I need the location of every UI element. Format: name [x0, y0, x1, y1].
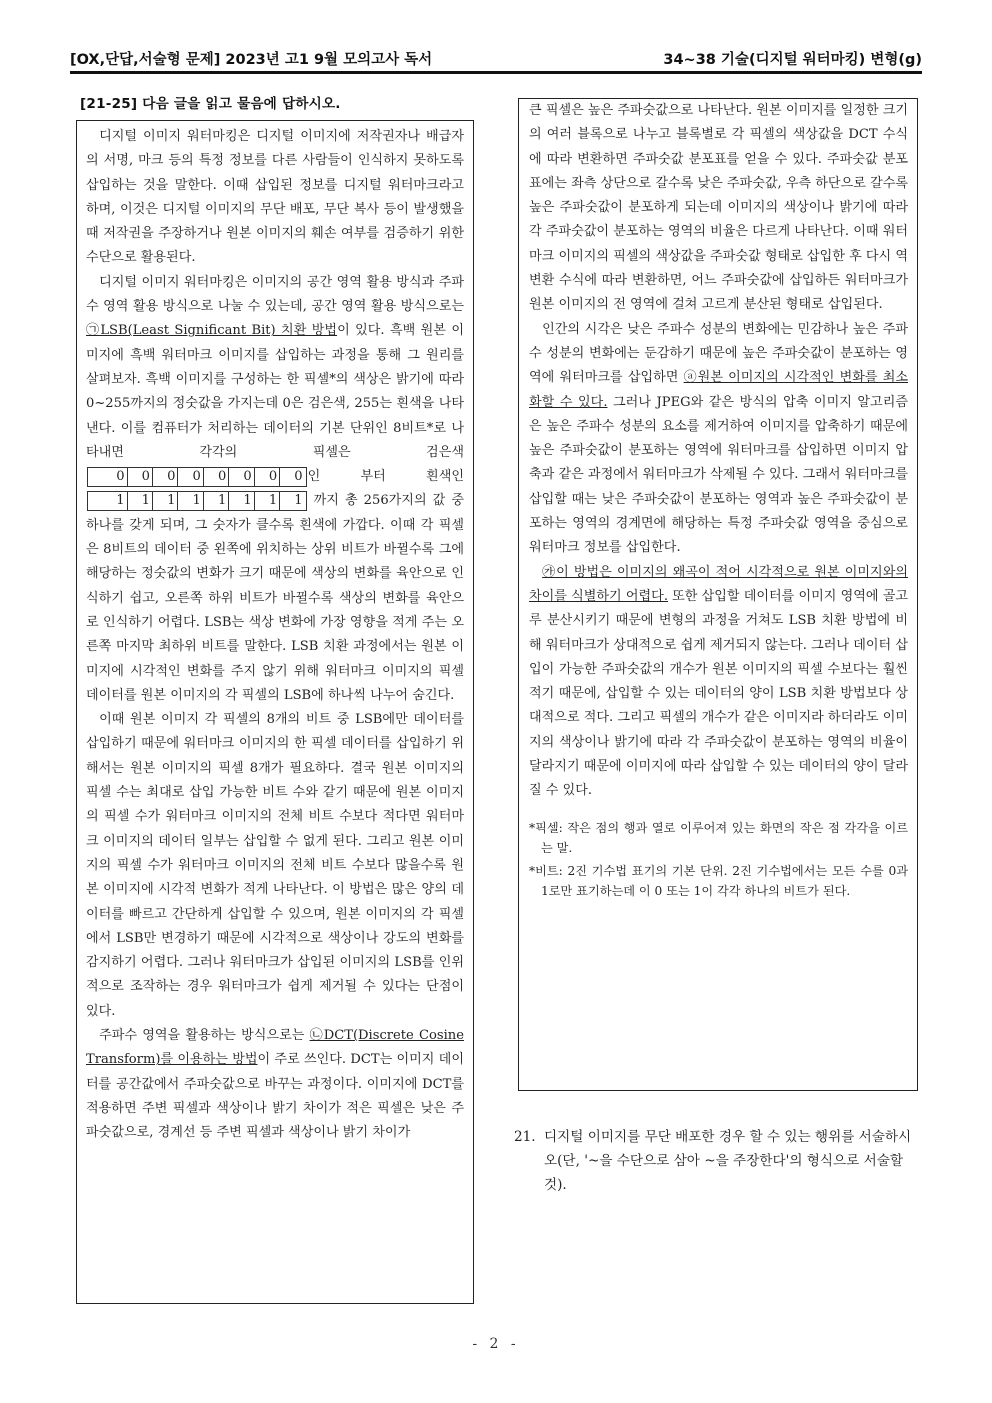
- header-left-title: [OX,단답,서술형 문제] 2023년 고1 9월 모의고사 독서: [70, 52, 433, 68]
- bit-cell: 1: [279, 492, 304, 510]
- page-number: - 2 -: [472, 1336, 520, 1352]
- bit-cell: 1: [228, 492, 253, 510]
- passage-paragraph-6: [529, 318, 908, 561]
- passage-text: 그러나 JPEG와 같은 방식의 압축 이미지 알고리즘은 높은 주파수 성분의 요소를 제거하여 이미지를 압축하기 때문에 높은 주파숫값이 분포하는 영역에 워터마크를 삽입하면 이미지 압축과 같은 과정에서 워터마크가 삭제될 수 있다. 그래서 워터마크를 삽입할 때는 낮은 주파숫값이 분포하는 영역과 높은 주파숫값이 분포하는 영역의 경계면에 해당하는 특정 주파숫값 영역을 중심으로 워터마크 정보를 삽입한다.: [529, 394, 908, 556]
- underlined-phrase-ga: ㉮이 방법은 이미지의 왜곡이 적어 시각적으로 원본 이미지와의 차이를 식별하기 어렵다.: [529, 564, 908, 604]
- passage-text: 이 주로 쓰인다. DCT는 이미지 데이터를 공간값에서 주파숫값으로 바꾸는 과정이다. 이미지에 DCT를 적용하면 주변 픽셀과 색상이나 밝기 차이가 적은 픽셀은 낮은 주파숫값으로, 경계선 등 주변 픽셀과 색상이나 밝기 차이가: [86, 1052, 464, 1141]
- passage-paragraph-5: 큰 픽셀은 높은 주파숫값으로 나타난다. 원본 이미지를 일정한 크기의 여러 블록으로 나누고 블록별로 각 픽셀의 색상값을 DCT 수식에 따라 변환하면 주파숫값 분포표를 얻을 수 있다. 주파숫값 분포표에는 좌측 상단으로 갈수록 낮은 주파숫값, 우측 하단으로 갈수록 높은 주파숫값이 분포하게 되는데 이미지의 색상이나 밝기에 따라 각 주파숫값이 분포하는 영역의 비율은 다르게 나타난다. 이때 워터마크 이미지의 픽셀의 색상값을 주파숫값 형태로 삽입한 후 다시 역변환 수식에 따라 변환하면, 어느 주파숫값에 삽입하든 워터마크가 원본 이미지의 전 영역에 걸쳐 고르게 분산된 형태로 삽입된다.: [529, 103, 908, 313]
- passage-paragraph-3: 이때 원본 이미지 각 픽셀의 8개의 비트 중 LSB에만 데이터를 삽입하기 때문에 워터마크 이미지의 한 픽셀 데이터를 삽입하기 위해서는 원본 이미지의 픽셀 8개가 필요하다. 결국 원본 이미지의 픽셀 수는 최대로 삽입 가능한 비트 수와 같기 때문에 원본 이미지의 픽셀 수가 워터마크 이미지의 전체 비트 수보다 적다면 워터마크 이미지의 데이터 일부는 삽입할 수 없게 된다. 그리고 원본 이미지의 픽셀 수가 워터마크 이미지의 전체 비트 수보다 많을수록 원본 이미지에 시각적 변화가 적게 나타난다. 이 방법은 많은 양의 데이터를 빠르고 간단하게 삽입할 수 있으며, 원본 이미지의 각 픽셀에서 LSB만 변경하기 때문에 시각적으로 색상이나 강도의 변화를 감지하기 어렵다. 그러나 워터마크가 삽입된 이미지의 LSB를 인위적으로 조작하는 경우 워터마크가 쉽게 제거될 수 있다는 단점이 있다.: [86, 712, 464, 1019]
- passage-text: 인간의 시각은 낮은 주파수 성분의 변화에는 민감하나 높은 주파수 성분의 변화에는 둔감하기 때문에 높은 주파숫값이 분포하는 영역에 워터마크를 삽입하면: [529, 321, 908, 386]
- bit-cell: 0: [254, 468, 279, 486]
- bit-cell: 1: [203, 492, 228, 510]
- bit-cell: 0: [127, 468, 152, 486]
- footnote-bit: *비트: 2진 기수법 표기의 기본 단위. 2진 기수법에서는 모든 수를 0과 1로만 표기하는데 이 0 또는 1이 각각 하나의 비트가 된다.: [529, 863, 908, 899]
- passage-text: 디지털 이미지 워터마킹은 이미지의 공간 영역 활용 방식과 주파수 영역 활용 방식으로 나눌 수 있는데, 공간 영역 활용 방식으로는: [86, 274, 464, 315]
- bit-box-black: [87, 467, 307, 487]
- bit-cell: 1: [254, 492, 279, 510]
- underlined-phrase-a: ⓐ원본 이미지의 시각적인 변화를 최소화할 수 있다.: [529, 370, 908, 410]
- bit-cell: 0: [177, 468, 202, 486]
- footnote-pixel: *픽셀: 작은 점의 행과 열로 이루어져 있는 화면의 작은 점 각각을 이르는 말.: [529, 820, 908, 856]
- passage-paragraph-2: [86, 271, 464, 708]
- bit-cell: 0: [203, 468, 228, 486]
- bit-cell: 0: [116, 469, 126, 485]
- question-number: 21.: [514, 1129, 536, 1145]
- bit-cell: 1: [127, 492, 152, 510]
- header-right-title: 34~38 기술(디지털 워터마킹) 변형(g): [663, 52, 922, 68]
- passage-text: 이 있다. 흑백 원본 이미지에 흑백 워터마크 이미지를 삽입하는 과정을 통해 그 원리를 살펴보자. 흑백 이미지를 구성하는 한 픽셀*의 색상은 밝기에 따라 0~255까지의 정숫값을 가지는데 0은 검은색, 255는 흰색을 나타낸다. 이를 컴퓨터가 처리하는 데이터의 기본 단위인 8비트*로 나타내면 각각의 픽셀은 검은색: [86, 323, 465, 460]
- header-rule: [70, 71, 922, 74]
- underlined-term-lsb: ㉠LSB(Least Significant Bit) 치환 방법: [86, 323, 338, 339]
- passage-text: 까지 총 256가지의 값 중 하나를 갖게 되며, 그 숫자가 클수록 흰색에 가깝다. 이때 각 픽셀은 8비트의 데이터 중 왼쪽에 위치하는 상위 비트가 바뀔수록 그에 해당하는 정숫값의 변화가 크기 때문에 색상의 변화를 육안으로 인식하기 쉽고, 오른쪽 하위 비트가 바뀔수록 색상의 변화를 육안으로 인식하기 어렵다. LSB는 색상 변화에 가장 영향을 적게 주는 오른쪽 마지막 최하위 비트를 말한다. LSB 치환 과정에서는 원본 이미지에 시각적인 변화를 주지 않기 위해 워터마크 이미지의 픽셀 데이터를 원본 이미지의 각 픽셀의 LSB에 하나씩 나누어 숨긴다.: [86, 493, 464, 703]
- bit-cell: 1: [116, 493, 126, 509]
- bit-cell: 1: [152, 492, 177, 510]
- bit-cell: 0: [152, 468, 177, 486]
- underlined-term-dct: ㉡DCT(Discrete Cosine Transform)를 이용하는 방법: [86, 1027, 464, 1068]
- passage-paragraph-7: [529, 561, 908, 804]
- bit-cell: 0: [228, 468, 253, 486]
- passage-paragraph-4: [86, 1024, 464, 1145]
- question-range-heading: [21-25] 다음 글을 읽고 물음에 답하시오.: [80, 96, 341, 112]
- bit-cell: 1: [177, 492, 202, 510]
- footnotes: [529, 818, 908, 902]
- passage-text: 인 부터 흰색인: [307, 469, 464, 485]
- page-header: [70, 44, 922, 74]
- question-text: 디지털 이미지를 무단 배포한 경우 할 수 있는 행위를 서술하시오(단, '~을 수단으로 삼아 ~을 주장한다'의 형식으로 서술할 것).: [544, 1129, 912, 1193]
- passage-paragraph-1: 디지털 이미지 워터마킹은 디지털 이미지에 저작권자나 배급자의 서명, 마크 등의 특정 정보를 다른 사람들이 인식하지 못하도록 삽입하는 것을 말한다. 이때 삽입된 정보를 디지털 워터마크라고 하며, 이것은 디지털 이미지의 무단 배포, 무단 복사 등이 발생했을 때 저작권을 주장하거나 원본 이미지의 훼손 여부를 검증하기 위한 수단으로 활용된다.: [86, 129, 464, 266]
- bit-box-white: [87, 491, 307, 511]
- question-21: [514, 1125, 922, 1197]
- passage-text: 주파수 영역을 활용하는 방식으로는: [99, 1027, 310, 1043]
- passage-left-column: [76, 120, 474, 1304]
- passage-text: 또한 삽입할 데이터를 이미지 영역에 골고루 분산시키기 때문에 변형의 과정을 거쳐도 LSB 치환 방법에 비해 워터마크가 상대적으로 쉽게 제거되지 않는다. 그러나 데이터 삽입이 가능한 주파숫값의 개수가 원본 이미지의 픽셀 수보다는 훨씬 적기 때문에, 삽입할 수 있는 데이터의 양이 LSB 치환 방법보다 상대적으로 적다. 그리고 픽셀의 개수가 같은 이미지라 하더라도 이미지의 색상이나 밝기에 따라 각 주파숫값이 분포하는 영역의 비율이 달라지기 때문에 이미지에 따라 삽입할 수 있는 데이터의 양이 달라질 수 있다.: [529, 588, 908, 799]
- bit-cell: 0: [279, 468, 304, 486]
- passage-right-column: [518, 98, 918, 1091]
